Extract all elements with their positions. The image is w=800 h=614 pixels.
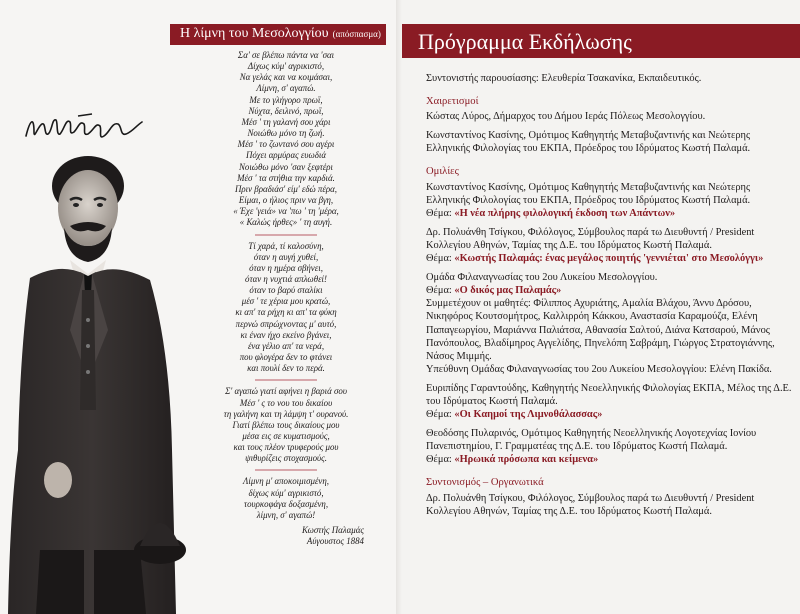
stanza-divider: [255, 469, 317, 471]
handwritten-signature: [18, 106, 158, 152]
coordination-heading: Συντονισμός – Οργανωτικά: [426, 477, 544, 489]
talk-1-speaker: Κωνσταντίνος Κασίνης, Ομότιμος Καθηγητής Μεταβυζαντινής και Νεώτερης Ελληνικής Φιλολογίας του ΕΚΠΑ, Πρόεδρος του Ιδρύματος Κωστή Παλαμά.: [426, 181, 751, 206]
poem-line: Μέσ ' τη γαλανή σου χάρι: [241, 116, 331, 127]
poem-line: λίμνη, σ' αγαπώ!: [256, 509, 316, 520]
program-content: [426, 72, 792, 524]
poem-line: Μέσ ' το ζωντανό σου αγέρι: [237, 139, 335, 150]
poem-text: [186, 50, 386, 547]
poem-line: Πριν βραδιάσ' είμ' εδώ πέρα,: [234, 183, 338, 194]
reading-group: Ομάδα Φιλαναγνωσίας του 2ου Λυκείου Μεσολογγίου.: [426, 272, 658, 284]
greetings-heading: Χαιρετισμοί: [426, 96, 479, 108]
poem-line: Νοιώθω μόνο 'σαν ξεφτέρι: [238, 161, 334, 172]
poem-line: Σ' αγαπώ γιατί αφήνει η βαριά σου: [225, 386, 347, 397]
poem-line: Δίχως κύμ' αγρικιστό,: [247, 61, 325, 72]
poem-line: και τους πλέον τρυφερούς μου: [233, 442, 339, 453]
talk-1: [426, 181, 792, 220]
poem-line: « Καλώς ήρθες» ' τη αυγή.: [239, 217, 333, 228]
talk-2-speaker: Δρ. Πολυάνθη Τσίγκου, Φιλόλογος, Σύμβουλος παρά τω Διευθυντή / President Κολλεγίου Αθηνών, Ταμίας της Δ.Ε. του Ιδρύματος Κωστή Παλαμά.: [426, 226, 755, 251]
poem-line: Μέσ ' τα στήθια την καρδιά.: [237, 172, 335, 183]
poem-line: όταν η ημέρα σβήνει,: [249, 262, 323, 273]
stanza-divider: [255, 234, 317, 236]
poem-line: κι απ' τα ρήχη κι απ' τα φύκη: [235, 307, 337, 318]
coordination-text: Δρ. Πολυάνθη Τσίγκου, Φιλόλογος, Σύμβουλος παρά τω Διευθυντή / President Κολλεγίου Αθηνών, Ταμίας της Δ.Ε. του Ιδρύματος Κωστή Παλαμά.: [426, 492, 755, 517]
talk-4-speaker: Ευριπίδης Γαραντούδης, Καθηγητής Νεοελληνικής Φιλολογίας ΕΚΠΑ, Μέλος της Δ.Ε. του Ιδρύματος Κωστή Παλαμά.: [426, 382, 792, 407]
poem-stanza-1: [186, 50, 386, 229]
talk-2: [426, 226, 792, 265]
poem-line: Γιατί βλέπω τους δικαίους μου: [232, 419, 340, 430]
poem-line: μέσα εις σε κυματισμούς,: [242, 431, 330, 441]
poem-line: τη γαλήνη και τη λάμψη τ' ουρανού.: [223, 408, 349, 419]
right-page: [402, 0, 800, 614]
poem-line: Με το γλήγορο πρωΐ,: [249, 94, 323, 105]
talk-3-topic: «Ο δικός μας Παλαμάς»: [454, 285, 562, 297]
poem-line: Λίμνη μ' αποκοιμισμένη,: [243, 476, 329, 487]
poem-line: τουρκοφάγα δοξασμένη,: [243, 498, 329, 509]
theme-label: Θέμα:: [426, 454, 452, 466]
students-list: Συμμετέχουν οι μαθητές: Φίλιππος Αχυριάτης, Αμαλία Βλάχου, Άννυ Δρόσου, Νικηφόρος Κουτσομήτρος, Καλλιρρόη Κάκκου, Αναστασία Καραμούζα, Ελένη Παπαγεωργίου, Μαριάννα Παλιάτσα, Αθανασία Σαλτού, Διάνα Κατσαρού, Μάνος Πανόπουλος, Βλαδίμηρος Αγγελίδης, Πηνελόπη Σαβράμη, Γιώργος Στρατογιάννης, Νάσος Μιμμής.: [426, 298, 775, 362]
poem-line: και πουλί δεν το περά.: [247, 363, 325, 374]
program-title-banner: [402, 24, 800, 58]
poem-line: Μέσ ' ς το νου του δικαίου: [239, 397, 333, 408]
greeting-mayor: Κώστας Λύρος, Δήμαρχος του Δήμου Ιεράς Πόλεως Μεσολογγίου.: [426, 111, 706, 123]
theme-label: Θέμα:: [426, 253, 452, 265]
poem-line: Είμαι, ο ήλιος πριν να βγη,: [238, 195, 334, 206]
poem-author: Κωστής Παλαμάς: [302, 525, 364, 536]
talk-4-topic: «Οι Καημοί της Λιμνοθάλασσας»: [454, 409, 603, 421]
poem-title: Η λίμνη του Μεσολογγίου: [180, 26, 329, 41]
theme-label: Θέμα:: [426, 207, 452, 219]
poem-line: Νοιώθω μόνο τη ζωή.: [247, 128, 325, 139]
poem-line: δίχως κύμ' αγρικιστό,: [248, 487, 324, 498]
talk-5-speaker: Θεοδόσης Πυλαρινός, Ομότιμος Καθηγητής Νεοελληνικής Λογοτεχνίας Ιονίου Πανεπιστημίου, Γ. Γραμματέας της Δ.Ε. του Ιδρύματος Κωστή Παλαμά.: [426, 428, 757, 453]
poem-line: « Έχε 'γειά» να 'πω ' τη 'μέρα,: [233, 206, 339, 217]
talk-1-topic: «Η νέα πλήρης φιλολογική έκδοση των Απάντων»: [454, 207, 676, 219]
talk-2-topic: «Κωστής Παλαμάς: ένας μεγάλος ποιητής 'γεννιέται' στο Μεσολόγγι»: [454, 253, 764, 265]
group-lead: Υπεύθυνη Ομάδας Φιλαναγνωσίας του 2ου Λυκείου Μεσολογγίου: Ελένη Πακίδα.: [426, 363, 772, 375]
poem-line: ψιθυρίζεις στοχασμούς.: [245, 453, 327, 464]
talk-4: [426, 382, 792, 421]
poem-stanza-2: [186, 241, 386, 375]
poem-line: Να γελάς και να κοιμάσαι,: [239, 72, 333, 83]
poem-stanza-3: [186, 386, 386, 464]
poem-subtitle: (απόσπασμα): [332, 29, 381, 39]
theme-label: Θέμα:: [426, 285, 452, 297]
talks-heading: Ομιλίες: [426, 166, 459, 178]
left-page: [0, 0, 396, 614]
program-title: Πρόγραμμα Εκδήλωσης: [418, 29, 632, 54]
poem-line: περνώ σπρώχνοντας μ' αυτό,: [235, 318, 337, 329]
portrait-photo: [0, 150, 186, 614]
poem-stanza-4: [186, 476, 386, 521]
talk-5: [426, 427, 792, 466]
poem-line: Τί χαρά, τί καλοσύνη,: [248, 240, 324, 251]
poem-line: Λίμνη, σ' αγαπώ.: [256, 83, 316, 94]
poem-date: Αύγουστος 1884: [306, 536, 364, 547]
talk-5-topic: «Ηρωικά πρόσωπα και κείμενα»: [454, 454, 599, 466]
poem-line: Νύχτα, δειλινό, πρωΐ,: [248, 105, 324, 116]
poem-line: Σα' σε βλέπω πάντα να 'σαι: [237, 50, 335, 60]
greeting-president: Κωνσταντίνος Κασίνης, Ομότιμος Καθηγητής Μεταβυζαντινής και Νεώτερης Ελληνικής Φιλολογίας του ΕΚΠΑ, Πρόεδρος του Ιδρύματος Κωστή Παλαμά.: [426, 130, 751, 155]
stanza-divider: [255, 379, 317, 381]
poem-title-banner: [170, 24, 386, 45]
poem-line: όταν η αυγή χυθεί,: [253, 251, 319, 262]
poem-line: που φλογέρα δεν το φτάνει: [239, 352, 333, 363]
poem-line: μέσ ' τε χέρια μου κρατώ,: [241, 296, 331, 307]
poem-line: όταν το βαρύ σταλίκι: [249, 285, 323, 296]
poem-line: ένα γέλιο απ' τα νερά,: [247, 340, 325, 351]
coordinator-line: Συντονιστής παρουσίασης: Ελευθερία Τσακανίκα, Εκπαιδευτικός.: [426, 73, 702, 84]
theme-label: Θέμα:: [426, 409, 452, 421]
poem-line: Πόχει αρμύρας ευωδιά: [245, 150, 327, 161]
poem-line: κι έναν ήχο εκείνο βγάνει,: [240, 329, 332, 340]
poem-line: όταν η νυχτιά απλωθεί!: [245, 273, 327, 284]
talk-3: [426, 271, 792, 376]
